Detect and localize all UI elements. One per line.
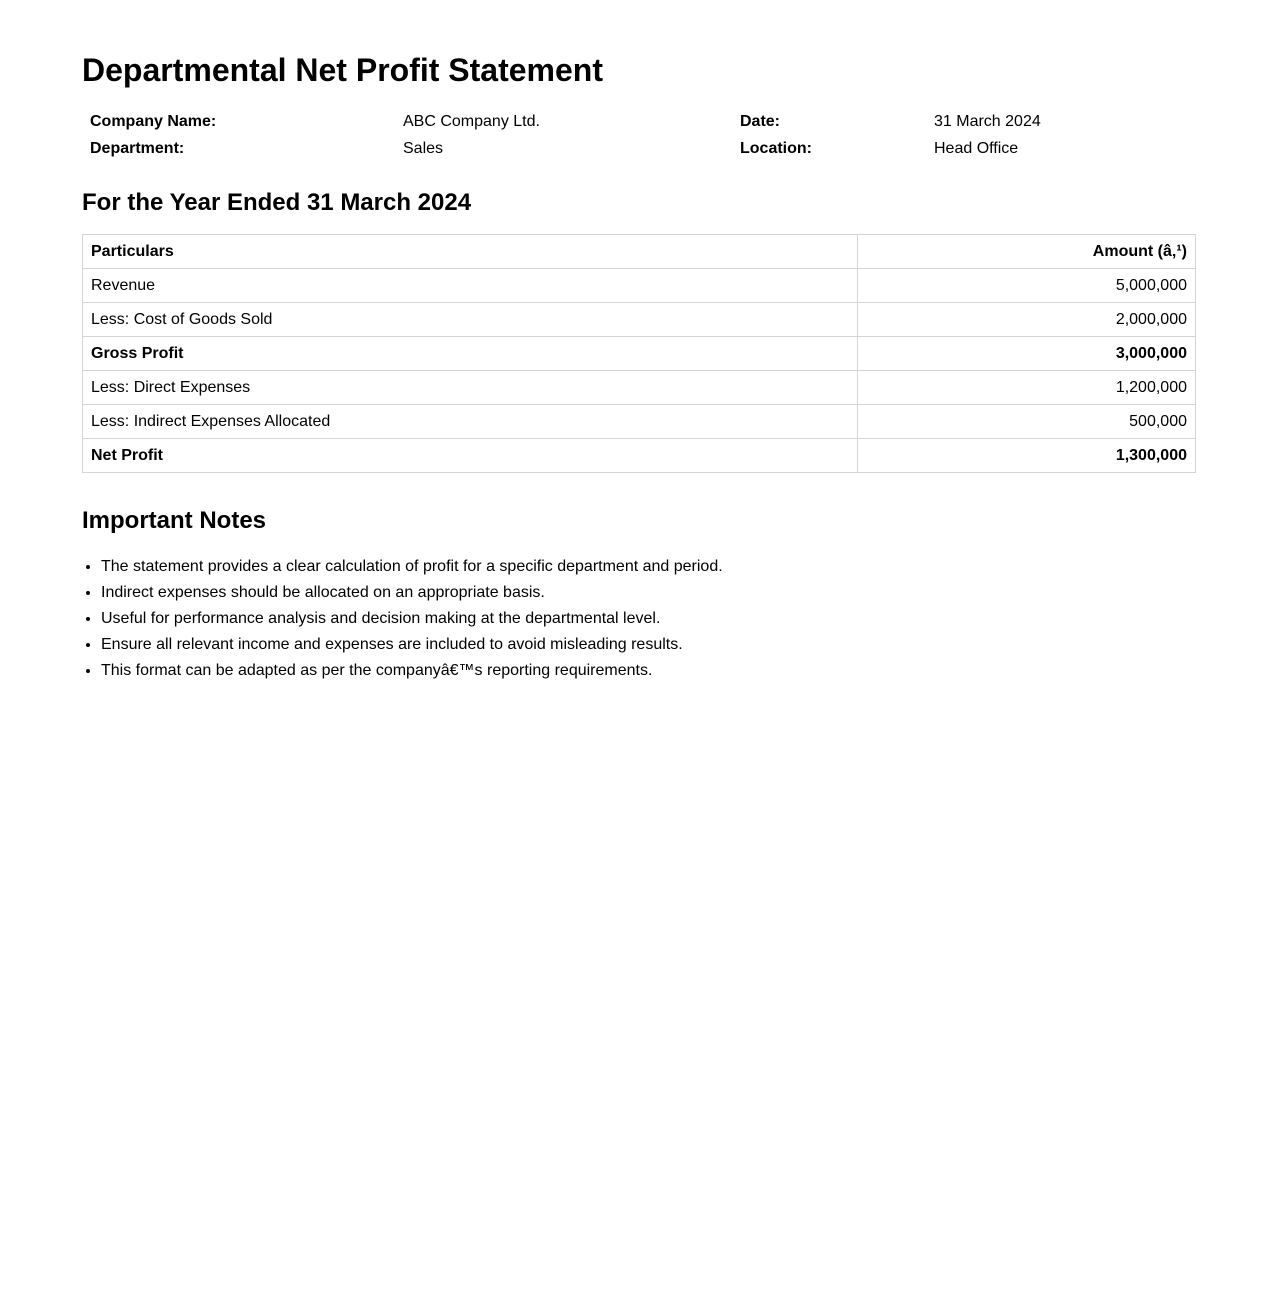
particular-cell: Gross Profit <box>83 337 858 371</box>
department-value: Sales <box>403 139 444 157</box>
table-row-direct-expenses <box>83 371 1196 405</box>
date-value: 31 March 2024 <box>934 112 1041 130</box>
amount-cell: 2,000,000 <box>858 303 1196 337</box>
particular-cell: Revenue <box>83 269 858 303</box>
date-label: Date: <box>740 112 781 130</box>
period-heading: For the Year Ended 31 March 2024 <box>82 189 472 216</box>
particular-cell: Less: Cost of Goods Sold <box>83 303 858 337</box>
notes-list <box>82 554 1196 684</box>
amount-header: Amount (â‚¹) <box>858 235 1196 269</box>
location-value: Head Office <box>934 139 1019 157</box>
table-row-net-profit <box>83 439 1196 473</box>
company-info-row <box>82 135 1196 162</box>
table-row-indirect-expenses <box>83 405 1196 439</box>
list-item: • Indirect expenses should be allocated on an appropriate basis. <box>101 580 1196 606</box>
amount-cell: 1,300,000 <box>858 439 1196 473</box>
company-name-label: Company Name: <box>90 112 217 130</box>
table-row-gross-profit <box>83 337 1196 371</box>
amount-cell: 5,000,000 <box>858 269 1196 303</box>
page-title: Departmental Net Profit Statement <box>82 52 603 88</box>
particular-cell: Less: Indirect Expenses Allocated <box>83 405 858 439</box>
company-info-row <box>82 108 1196 135</box>
amount-cell: 500,000 <box>858 405 1196 439</box>
company-info-table <box>82 108 1196 162</box>
list-item: • The statement provides a clear calculation of profit for a specific department and period. <box>101 554 1196 580</box>
amount-cell: 1,200,000 <box>858 371 1196 405</box>
table-header-row <box>83 235 1196 269</box>
location-label: Location: <box>740 139 812 157</box>
amount-cell: 3,000,000 <box>858 337 1196 371</box>
company-name-value: ABC Company Ltd. <box>403 112 540 130</box>
list-item: • Ensure all relevant income and expenses are included to avoid misleading results. <box>101 632 1196 658</box>
profit-statement-table <box>82 234 1196 473</box>
table-row-revenue <box>83 269 1196 303</box>
notes-heading: Important Notes <box>82 507 267 534</box>
particular-cell: Less: Direct Expenses <box>83 371 858 405</box>
table-row-cogs <box>83 303 1196 337</box>
list-item: • Useful for performance analysis and decision making at the departmental level. <box>101 606 1196 632</box>
department-label: Department: <box>90 139 185 157</box>
particulars-header: Particulars <box>83 235 858 269</box>
particular-cell: Net Profit <box>83 439 858 473</box>
list-item: • This format can be adapted as per the companyâ€™s reporting requirements. <box>101 658 1196 684</box>
